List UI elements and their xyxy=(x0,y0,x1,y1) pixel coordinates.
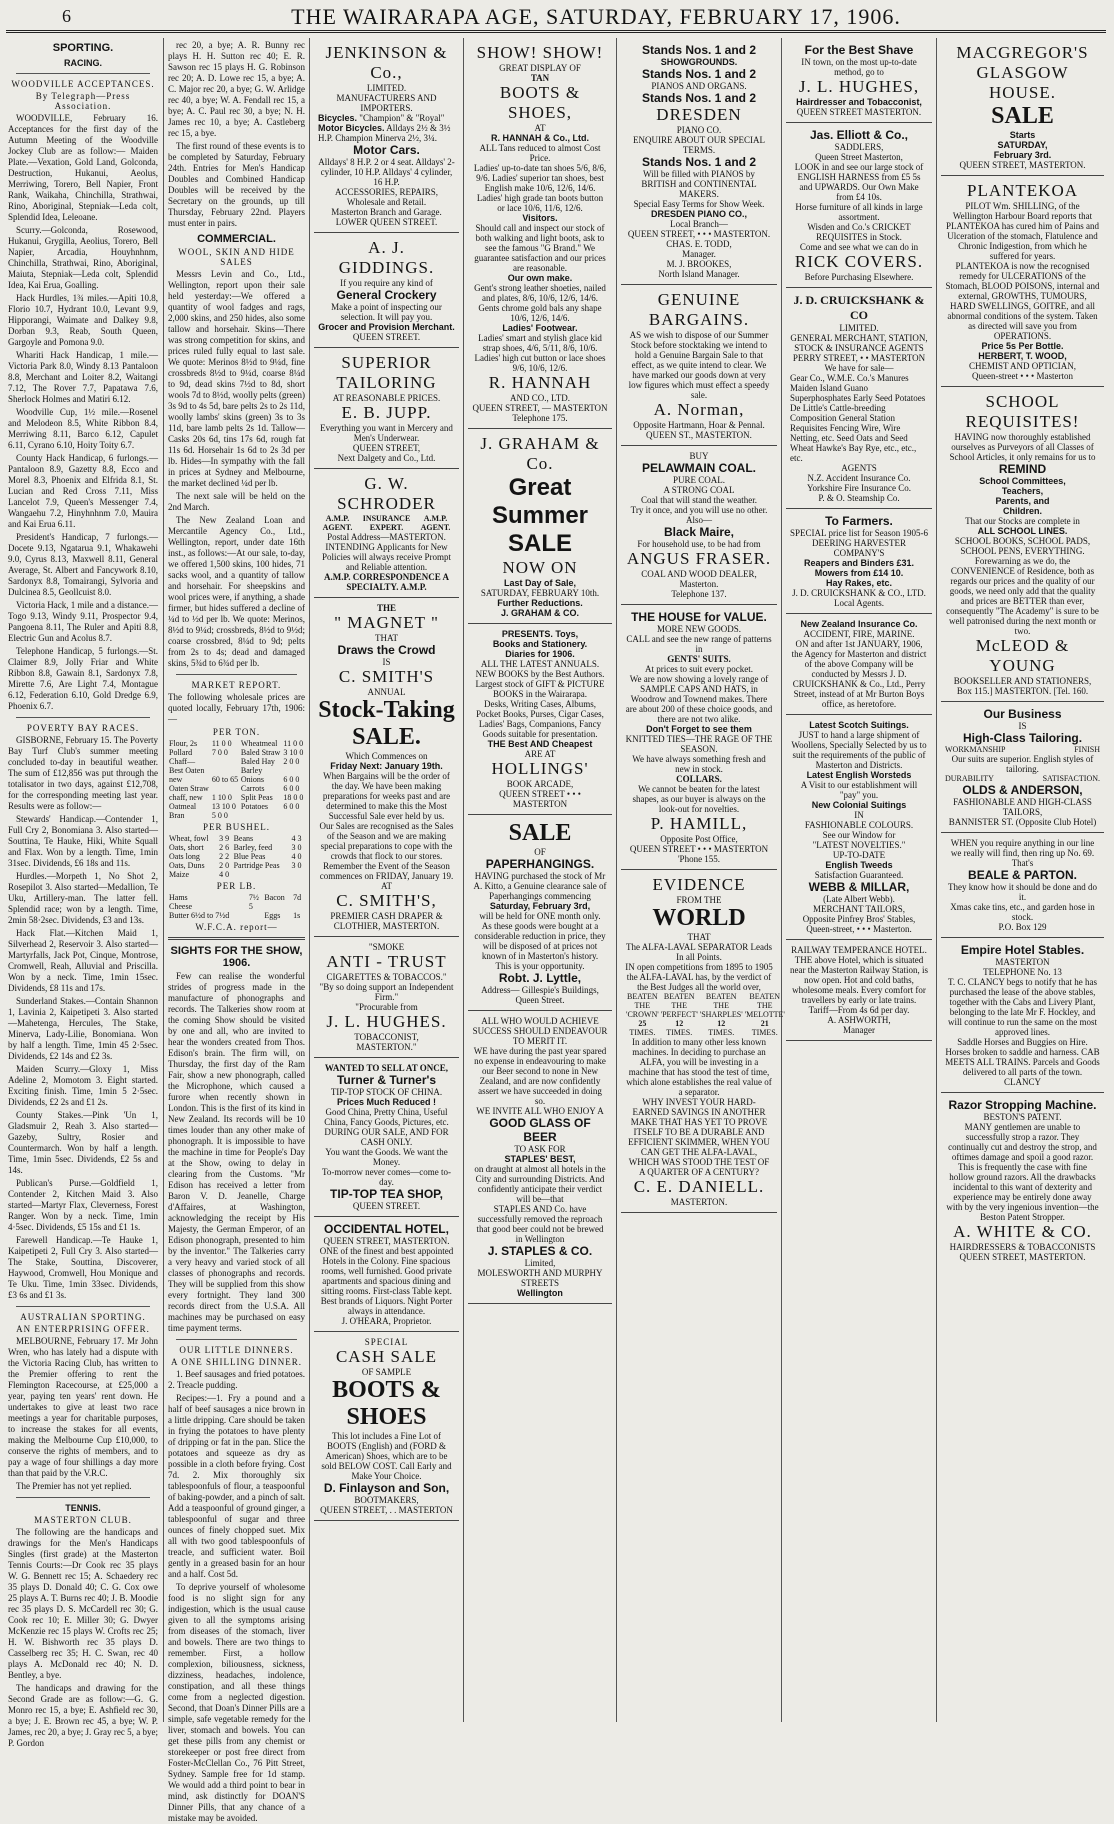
hannah-name: R. HANNAH & Co., Ltd. xyxy=(491,133,589,143)
smith-name: C. SMITH'S xyxy=(338,667,435,686)
ad-hughes-shave: For the Best Shave IN town, on the most up-to-date method, go to J. L. HUGHES, Hairdresser and Tobacconist, QUEEN STREET MASTERTON. xyxy=(786,38,932,123)
hollings-name: HOLLINGS' xyxy=(491,759,589,778)
giddings-name: A. J. GIDDINGS. xyxy=(338,238,435,277)
ad-alfa-laval: EVIDENCE FROM THE WORLD THAT The ALFA-LAVAL SEPARATOR Leads In all Points. IN open competitions from 1895 to 1905 the ALFA-LAVAL has, by the verdict of the Best Judges all the world over, BEATEN THE 'CROWN' BEATEN THE 'PERFECT' BEATEN THE 'SHARPLES' BEATEN THE 'MELOTTE' 25 12 12 21 TIMES. TIMES. TIMES. TIMES. In addition to many other less known machines. In deciding to purchase an ALFA, you will be investing in a machine that has stood the test of time, which alone establishes the real value of a separator. WHY INVEST YOUR HARD-EARNED SAVINGS IN ANOTHER MAKE THAT HAS YET TO PROVE ITSELF TO BE A DURABLE AND EFFICIENT SKIMMER, WHEN YOU CAN GET THE ALFA-LAVAL, WHICH WAS STOOD THE TEST OF A QUARTER OF A CENTURY? C. E. DANIELL. MASTERTON. xyxy=(621,870,777,1213)
column-ads-6 xyxy=(786,38,932,1722)
ad-dresden: Stands Nos. 1 and 2 SHOWGROUNDS. Stands Nos. 1 and 2 PIANOS AND ORGANS. Stands Nos. 1 and 2 DRESDEN PIANO CO. ENQUIRE ABOUT OUR SPECIAL TERMS. Stands Nos. 1 and 2 Will be filled with PIANOS by BRITISH and CONTINENTAL MAKERS. Special Easy Terms for Show Week. DRESDEN PIANO CO., Local Branch— QUEEN STREET, • • • MASTERTON. CHAS. E. TODD, Manager. M. J. BROOKES, North Island Manager. xyxy=(621,38,777,285)
ad-staples: ALL WHO WOULD ACHIEVE SUCCESS SHOULD ENDEAVOUR TO MERIT IT. WE have during the past year spared no expense in endeavouring to make our Beer second to none in New Zealand, and are now confidently assert we have succeeded in doing so. WE INVITE ALL WHO ENJOY A GOOD GLASS OF BEER TO ASK FOR STAPLES' BEST, on draught at almost all hotels in the City and surrounding Districts. And confidently anticipate their verdict will be—that STAPLES AND Co. have successfully removed the reproach that good beer could not be brewed in Wellington J. STAPLES & CO. Limited, MOLESWORTH AND MURPHY STREETS Wellington xyxy=(468,1011,612,1304)
column-rule xyxy=(781,38,782,1722)
column-commercial xyxy=(168,38,305,1823)
newspaper-title: THE WAIRARAPA AGE, SATURDAY, FEBRUARY 17, 1906. xyxy=(291,4,901,29)
olds-anderson-name: OLDS & ANDERSON, xyxy=(962,783,1083,797)
ad-antitrust: "SMOKE ANTI - TRUST CIGARETTES & TOBACCOS." "By so doing support an Independent Firm." "Procurable from J. L. HUGHES. TOBACCONIST, MASTERTON." xyxy=(314,937,459,1058)
hughes-name: J. L. HUGHES, xyxy=(798,77,920,96)
column-ads-7 xyxy=(941,38,1104,1722)
ad-plantekoa: PLANTEKOA PILOT Wm. SHILLING, of the Wellington Harbour Board reports that PLANTEKOA has cured him of Pains and Ulceration of the stomach, Flatulence and Chronic Indigestion, from which he suffered for years. PLANTEKOA is now the recognised remedy for ULCERATIONS of the Stomach, BLOOD POISONS, internal and external, GROWTHS, TUMOURS, HARD SWELLINGS, GOITRE, and all abnormal conditions of the system. Taken as directed will save you from OPERATIONS. Price 5s Per Bottle. HERBERT, T. WOOD, CHEMIST AND OPTICIAN, Queen-street • • • Masterton xyxy=(941,176,1104,387)
subheading-dinners: OUR LITTLE DINNERS. xyxy=(179,1345,294,1355)
ad-fraser: BUY PELAWMAIN COAL. PURE COAL. A STRONG COAL Coal that will stand the weather. Try it once, and you will use no other. Also— Black Maire, For household use, to be had from ANGUS FRASER. COAL AND WOOD DEALER, Masterton. Telephone 137. xyxy=(621,446,777,605)
market-table-bushel: Wheat, fowl 3 9 Beans 4 3 Oats, short 2 6 Barley, feed 3 0 Oats long 2 2 Blue Peas 4 0 Oats, Duns 2 0 Partridge Peas 3 0 Maize 4 0 xyxy=(169,834,302,879)
article-wool: Messrs Levin and Co., Ltd., Wellington, report upon their sale held yesterday:—We offered a quantity of wool fadges and rags, 2,000 skins, and 250 hides, also some tallow and horsehair. Skins—There was strong competition for skins, and prices ruled fully equal to last sale. We quote: Merinos 8½d to 9¼d, fine crossbreds 8½d to 9¼d, coarse 8¼d to 9d, dead skins 7½d to 8d, short wools 7d to 8½d, woolly pelts (green) 3s 9d to 4s 5d, bare pelts 2s to 2s 11d, woolly lambs' skins (green) 3s to 3s 11d, bare lamb pelts 2s 1d. Tallow—Casks 20s 6d, tins 17s 6d, rough fat 11s 6d. Horsehair 1s 6d to 2s 3d per lb. Hides—In sympathy with the fall in prices at Sydney and Melbourne, the market declined ¼d per lb. The next sale will be held on the 2nd March. The New Zealand Loan and Mercantile Agency Co., Ltd., Wellington, report, under date 16th inst., as follows:—At our sale, to-day, we offered 1,500 skins, 100 hides, 71 sacks wool, and a quantity of tallow and horsehair. For sheepskins and wool prices were, if anything, a shade firmer, but hides suffered a decline of ¼d to ½d per lb. We quote: Merinos, 8½d to 9¼d; crossbreds, 8½d to 9½d; coarse crossbred, 8¼d to 9d; pelts from 2s to 4s; dead and damaged skins, 5¾d to 6¾d per lb. xyxy=(168,269,305,668)
per-lb-label: PER LB. xyxy=(216,881,257,891)
ad-elliott: Jas. Elliott & Co., SADDLERS, Queen Street Masterton, LOOK in and see our large stock of ENGLISH HARNESS from £5 5s and UPWARDS. Our Own Make from £4 10s. Horse furniture of all kinds in large assortment. Wisden and Co.'s CRICKET REQUISITES in Stock. Come and see what we can do in RICK COVERS. Before Purchasing Elsewhere. xyxy=(786,123,932,288)
ad-lyttle: SALE OF PAPERHANGINGS. HAVING purchased the stock of Mr A. Kitto, a Genuine clearance sale of Paperhangings commencing Saturday, February 3rd, will be held for ONE month only. As these goods were bought at a considerable reduction in price, they will be disposed of at prices not known of in Masterton's history. This is your opportunity. Robt. J. Lyttle, Address— Gillespie's Buildings, Queen Street. xyxy=(468,815,612,1011)
mcleod-young-name: McLEOD & YOUNG xyxy=(975,636,1070,675)
column-rule xyxy=(936,38,937,1722)
ad-turner: WANTED TO SELL AT ONCE, Turner & Turner's TIP-TOP STOCK OF CHINA. Prices Much Reduced ! Good China, Pretty China, Useful China, Fancy Goods, Pictures, etc. DURING OUR SALE, AND FOR CASH ONLY. You want the Goods. We want the Money. To-morrow never comes—come to-day. TIP-TOP TEA SHOP, QUEEN STREET. xyxy=(314,1058,459,1217)
subheading-enterprise: AN ENTERPRISING OFFER. xyxy=(16,1324,150,1334)
beaten-table: BEATEN THE 'CROWN' BEATEN THE 'PERFECT' BEATEN THE 'SHARPLES' BEATEN THE 'MELOTTE' 25 12 12 21 TIMES. TIMES. TIMES. TIMES. xyxy=(626,992,785,1037)
market-table-lb: Hams 7½ Bacon 7d Cheese 5 Butter 6½d to 7½d Eggs 1s xyxy=(169,893,302,920)
article-tennis-cont: rec 20, a bye; A. R. Bunny rec plays H. H. Sutton rec 40; E. R. Sawson rec 15 plays H. G. Robinson rec 20; A. D. Lowe rec 15, a bye; A. C. Major rec 20, a bye; G. W. Arlidge rec 40, a bye; W. A. Fendall rec 15, a bye; A. C. Paul rec 30, a bye; N. H. James rec 10, a bye; A. Castleberg rec 15, a bye. The first round of these events is to be completed by Saturday, February 24th. Entries for Men's Handicap Doubles and Combined Handicap Doubles will be received by the Secretary on the grounds, up till Thursday, February 22nd. Players must enter in pairs. xyxy=(168,40,305,228)
subheading-poverty-bay: POVERTY BAY RACES. xyxy=(26,723,140,733)
dresden-name: DRESDEN xyxy=(656,105,742,124)
column-ads-4 xyxy=(468,38,612,1722)
ad-jupp: SUPERIOR TAILORING AT REASONABLE PRICES. E. B. JUPP. Everything you want in Mercery and Men's Underwear. QUEEN STREET, Next Dalgety and Co., Ltd. xyxy=(314,348,459,469)
subheading-masterton-club: MASTERTON CLUB. xyxy=(34,1515,132,1525)
ad-webb-millar: Latest Scotch Suitings. JUST to hand a large shipment of Woollens, Specially Selected by us to suit the requirements of the public of Masterton and Districts. Latest English Worsteds A Visit to our establishment will "pay" you. New Colonial Suitings IN FASHIONABLE COLOURS. See our Window for "LATEST NOVELTIES." UP-TO-DATE English Tweeds Satisfaction Guaranteed. WEBB & MILLAR, (Late Albert Webb). MERCHANT TAILORS, Opposite Pinfrey Bros' Stables, Queen-street, • • • Masterton. xyxy=(786,715,932,940)
telegraph-line: By Telegraph—Press Association. xyxy=(35,91,131,111)
ad-occidental: OCCIDENTAL HOTEL, QUEEN STREET, MASTERTON. ONE of the finest and best appointed Hotels in the Colony. Fine spacious rooms, well furnished. Good private apartments and spacious dining and sitting rooms. First-class Table kept. Best brands of Liquors. Night Porter always in attendance. J. O'HEARA, Proprietor. xyxy=(314,1217,459,1332)
per-ton-label: PER TON. xyxy=(212,727,261,737)
ad-farmers: To Farmers. SPECIAL price list for Season 1905-6 DEERING HARVESTER COMPANY'S Reapers and Binders £31. Mowers from £14 10. Hay Rakes, etc. J. D. CRUICKSHANK & CO., LTD. Local Agents. xyxy=(786,509,932,614)
article-dinners: 1. Beef sausages and fried potatoes. 2. Treacle pudding. Recipes:—1. Fry a pound and a half of beef sausages a nice brown in a little dripping. Care should be taken in frying the potatoes to have plenty of dripping or fat in the pan. Slice the potatoes and squeeze as dry as possible in a cloth before frying. Cost 7d. 2. Mix thoroughly six tablespoonfuls of flour, a teaspoonful of baking-powder, and a pinch of salt. Add a teaspoonful of ground ginger, a tablespoonful of sugar and three ounces of finely chopped suet. Mix all with two good tablespoonfuls of treacle, and sufficient water. Boil gently in a greased basin for an hour and a half. Cost 5d. To deprive yourself of wholesome food is no slight sign for any indigestion, which is the usual cause given to all the symptoms arising from diseases of the stomach, liver and bowels. There are two things to remember. First, a hollow complexion, biliousness, sickness, dizziness, headaches, indolence, constipation, and all these things come from a neglected digestion. Second, that Doan's Dinner Pills are a simple, safe vegetable remedy for the liver, stomach and bowels. You can get these pills from any chemist or storekeeper or post free direct from Foster-McClellan Co., 76 Pitt Street, Sydney. Sample free for 1d stamp. We would add a third point to bear in mind, ask distinctly for DOAN'S Dinner Pills, that any chance of a mistake may be avoided. xyxy=(168,1369,305,1823)
subheading-australian: AUSTRALIAN SPORTING. xyxy=(20,1312,146,1322)
section-heading-commercial: COMMERCIAL. xyxy=(197,233,276,245)
section-heading-sights: SIGHTS FOR THE SHOW, 1906. xyxy=(170,945,303,969)
subheading-racing: RACING. xyxy=(64,58,102,68)
subheading-woodville: WOODVILLE ACCEPTANCES. xyxy=(11,79,155,89)
ad-jenkinson: JENKINSON & Co., LIMITED. MANUFACTURERS AND IMPORTERS. Bicycles. "Champion" & "Royal" Motor Bicycles. Alldays 2½ & 3½ H.P. Champion Minerva 2½, 3¼. Motor Cars. Alldays' 8 H.P. 2 or 4 seat. Alldays' 2-cylinder, 10 H.P. Alldays' 4 cylinder, 16 H.P. ACCESSORIES, REPAIRS, Wholesale and Retail. Masterton Branch and Garage. LOWER QUEEN STREET. xyxy=(314,38,459,233)
fraser-name: ANGUS FRASER. xyxy=(626,549,772,568)
wfca-line: W.F.C.A. report— xyxy=(195,922,278,932)
column-ads-5 xyxy=(621,38,785,1722)
ad-hollings: PRESENTS. Toys, Books and Stationery. Diaries for 1906. ALL THE LATEST ANNUALS. NEW BOOKS by the Best Authors. Largest stock of GIFT & PICTURE BOOKS in the Wairarapa. Desks, Writing Cases, Albums, Pocket Books, Purses, Cigar Cases, Ladies' Bags, Companions, Fancy Goods suitable for presentation. THE Best AND Cheapest ARE AT HOLLINGS' BOOK ARCADE, QUEEN STREET • • • MASTERTON xyxy=(468,624,612,815)
page-number: 6 xyxy=(62,6,71,26)
jupp-name: E. B. JUPP. xyxy=(341,403,432,422)
subheading-wool: WOOL, SKIN AND HIDE SALES xyxy=(178,247,295,267)
ad-macgregor: MACGREGOR'S GLASGOW HOUSE. SALE Starts SATURDAY, February 3rd. QUEEN STREET, MASTERTON. xyxy=(941,38,1104,176)
ad-cruickshank: J. D. CRUICKSHANK & CO LIMITED. GENERAL MERCHANT, STATION, STOCK & INSURANCE AGENTS PERRY STREET, • • MASTERTON We have for sale— Gear Co., W.M.E. Co.'s Manures Maiden Island Guano Superphosphates Early Seed Potatoes De Little's Cattle-breeding Composition General Station Requisites Fencing Wire, Wire Netting, etc. Seed Oats and Seed Wheat Hawke's Bay Rye, etc., etc., etc. AGENTS N.Z. Accident Insurance Co. Yorkshire Fire Insurance Co. P. & O. Steamship Co. xyxy=(786,288,932,509)
ad-giddings: A. J. GIDDINGS. If you require any kind of General Crockery Make a point of inspecting our selection. It will pay you. Grocer and Provision Merchant. QUEEN STREET. xyxy=(314,233,459,348)
hamill-name: P. HAMILL, xyxy=(650,814,748,833)
daniell-name: C. E. DANIELL. xyxy=(633,1177,765,1196)
ad-nz-insurance: New Zealand Insurance Co. ACCIDENT, FIRE, MARINE. ON and after 1st JANUARY, 1906, the Agency for Masterton and district of the above Company will be conducted by Messrs J. D. CRUICKSHANK & Co., Ltd., Perry Street, instead of at Mr Burton Boys office, as heretofore. xyxy=(786,614,932,715)
ad-empire-stables: Empire Hotel Stables. MASTERTON TELEPHONE No. 13 T. C. CLANCY begs to notify that he has purchased the lease of the above stables, together with the Cabs and Livery Plant, belonging to the late Mr F. Hockley, and will continue to run the same on the most approved lines. Saddle Horses and Buggies on Hire. Horses broken to saddle and harness. CAB MEETS ALL TRAINS. Parcels and Goods delivered to all parts of the town. CLANCY xyxy=(941,938,1104,1093)
article-poverty-bay: GISBORNE, February 15. The Poverty Bay Turf Club's summer meeting concluded to-day in beautiful weather. The sum of £12,856 was put through the totalisator in two days, against £12,708, for the corresponding meeting last year. Results were as follow:— Stewards' Handicap.—Contender 1, Full Cry 2, Bonomiana 3. Also started—Souttina, Te Hauke, Hiki, White Squall and Flax. Won by a length. Time, 1min 31sec. Dividends, £6 18s and 11s. Hurdles.—Morpeth 1, No Shot 2, Rosepilot 3. Also started—Medallion, Te Uku, Artillery-man. The latter fell. Splendid race; won by a length. Time, 2min 58·2sec. Dividends, £3 and 13s. Hack Flat.—Kitchen Maid 1, Silverhead 2, Reservoir 3. Also started—Martyrfalls, Jack Pot, Cinque, Montrose, Cromwell, Reah, Alluvial and Priscilla. Won by a neck. Time, 1min 15sec. Dividends, £8 11s and 17s. Sunderland Stakes.—Contain Shannon 1, Lavinia 2, Kaipetipeti 3. Also started—Mahetenga, Hercules, The Stake, Minerva, Lady-Lilie, Bonomiana. Won by half a length. Time, 1min 45 2·5sec. Dividends, £2 14s and £2 3s. Maiden Scurry.—Gloxy 1, Miss Adeline 2, Momotom 3. Eight started. Exciting finish. Time, 1min 5 2·5sec. Dividends, £2 2s and £1 2s. County Stakes.—Pink 'Un 1, Gladsmuir 2, Reah 3. Also started—Gazeby, Sultry, Rosier and Countermarch. Won by half a length. Time, 1min 5sec. Dividends, £2 5s and 14s. Publican's Purse.—Goldfield 1, Contender 2, Kitchen Maid 3. Also started—Martyr Flax, Cleverness, Forest Ranger. Won by a neck. Time, 1min 4·5sec. Dividends, £5 15s and £1 1s. Farewell Handicap.—Te Hauke 1, Kaipetipeti 2, Full Cry 3. Also started—The Stake, Souttina, Discoverer, Haywood, Cromwell, Hou Monique and Te Uku. Time, 1min 33sec. Dividends, £3 6s and £1 3s. xyxy=(8,735,158,1300)
newspaper-page xyxy=(6,4,1106,1823)
ad-smith-stocktaking: THE " MAGNET " THAT Draws the Crowd IS C. SMITH'S ANNUAL Stock-Taking SALE. Which Commences on Friday Next: January 19th. When Bargains will be the order of the day. We have been making preparations for weeks past and are determined to make this the Most Successful Sale ever held by us. Our Sales are recognised as the Sales of the Season and we are making special preparations to cope with the crowds that flock to our stores. Remember the Event of the Season commences on FRIDAY, January 19. AT C. SMITH'S, PREMIER CASH DRAPER & CLOTHIER, MASTERTON. xyxy=(314,598,459,937)
article-melbourne: MELBOURNE, February 17. Mr John Wren, who has lately had a dispute with the Victoria Racing Club, has written to the Premier offering to rent the Flemington Racecourse, at £25,000 a year, paying ten years' rent down. He undertakes to give at least two race meetings a year for charitable purposes, to increase the stakes for all events, making the Melbourne Cup £10,000, to conserve the rights of members, and to pay a wage of four shillings a day more than that paid by the V.R.C. The Premier has not yet replied. xyxy=(8,1336,158,1491)
market-intro: The following wholesale prices are quoted locally, February 17th, 1906:— xyxy=(168,692,305,724)
schroder-name: G. W. SCHRODER xyxy=(337,474,436,513)
ad-finlayson: SPECIAL CASH SALE OF SAMPLE BOOTS & SHOES This lot includes a Fine Lot of BOOTS (English) and (FORD & American) Shoes, which are to be sold BELOW COST. Call Early and Make Your Choice. D. Finlayson and Son, BOOTMAKERS, QUEEN STREET, . . MASTERTON xyxy=(314,1332,459,1521)
column-rule xyxy=(616,38,617,1722)
per-bushel-label: PER BUSHEL. xyxy=(202,822,270,832)
column-rule xyxy=(463,38,464,1722)
ad-norman: GENUINE BARGAINS. AS we wish to dispose of our Summer Stock before stocktaking we intend to hold a Genuine Bargain Sale to that effect, as we quite intend to clear. We have marked our goods down at very low figures which must effect a speedy sale. A. Norman, Opposite Hartmann, Hoar & Pennal. QUEEN ST., MASTERTON. xyxy=(621,285,777,446)
ad-schroder: G. W. SCHRODER A.M.P. AGENT. INSURANCE EXPERT. A.M.P. AGENT. Postal Address—MASTERTON. INTENDING Applicants for New Policies will always receive Prompt and Reliable attention. A.M.P. CORRESPONDENCE A SPECIALTY. A.M.P. xyxy=(314,469,459,598)
subheading-tennis: TENNIS. xyxy=(65,1503,101,1513)
masthead xyxy=(6,4,1106,33)
subheading-one-shilling: A ONE SHILLING DINNER. xyxy=(171,1357,302,1367)
section-heading-sporting: SPORTING. xyxy=(52,42,114,54)
ad-graham-sale: J. GRAHAM & Co. Great Summer SALE NOW ON Last Day of Sale, SATURDAY, FEBRUARY 10th. Further Reductions. J. GRAHAM & CO. xyxy=(468,429,612,624)
column-ads-3 xyxy=(314,38,459,1722)
ad-beale-parton: WHEN you require anything in our line we really will find, then ring up No. 69. That's BEALE & PARTON. They know how it should be done and do it. Xmas cake tins, etc., and garden hose in stock. P.O. Box 129 xyxy=(941,833,1104,938)
article-tennis: The following are the handicaps and drawings for the Men's Handicaps Singles (first grade) at the Masterton Tennis Courts:—Dr Cook rec 35 plays W. G. Bennett rec 15; A. Schaedery rec 35 plays D. Donald 40; C. G. Cox owe 25 plays A. T. Burns rec 40; J. B. Moodie rec 35 plays D. S. McCardell rec 30; G. Cook rec 10; E. Miller 30; G. Dwyer McKenzie rec 15 plays W. Crofts rec 25; H. W. Bishworth rec 35 plays D. Casselberg rec 35; H. C. Swan, rec 40 plays A. McDonald rec 40; N. D. Bentley, a bye. The handicaps and drawing for the Second Grade are as follow:—G. G. Monro rec 15, a bye; E. Ashfield rec 30, a bye; J. E. Brown rec 45, a bye; W. P. James, rec 20, a bye; J. Gray rec 5, a bye; P. Gordon xyxy=(8,1527,158,1748)
ad-hamill: THE HOUSE for VALUE. MORE NEW GOODS. CALL and see the new range of patterns in GENTS' SUITS. At prices to suit every pocket. We are now showing a lovely range of SAMPLE CAPS AND HATS, in Woodrow and Townend makes. There are about 200 of these choice goods, and there are not two alike. Don't Forget to see them KNITTED TIES—THE RAGE OF THE SEASON. We have always something fresh and new in stock. COLLARS. We cannot be beaten for the latest shapes, as our buyer is always on the look-out for novelties. P. HAMILL, Opposite Post Office, QUEEN STREET • • • MASTERTON 'Phone 155. xyxy=(621,605,777,870)
article-woodville: WOODVILLE, February 16. Acceptances for the first day of the Autumn Meeting of the Woodville Jockey Club are as follow:— Maiden Plate.—Vexation, Gold Land, Golconda, Destruction, Hukanui, Aeolus, Merriwing, Torero, Bell Napier, Front Rank, Waikaha, Chinchilla, Strathwai, Rino, Aboriginal, Stepniak—Leda colt, Splendid Idea, Leleoane. Scurry.—Golconda, Rosewood, Hukanui, Grygilla, Aeolius, Torero, Bell Napier, Arcadia, Houyhnhnm, Chinchilla, Strathwai, Rino, Aboriginal, Maiuta, Stepniak—Leda colt, Splendid Idea, Kai Erua, Goalling. Hack Hurdles, 1¾ miles.—Apiti 10.8, Florio 10.7, Hydrant 10.0, Levant 9.9, Hipporangi, Waimate and Dalkey 9.8, Dorban 9.3, Reab, South Queen, Gargoyle and Pomona 9.0. Whariti Hack Handicap, 1 mile.—Victoria Park 8.0, Windy 8.13 Pantaloon 8.8, Merchant and Loiter 8.2, Waitangi 7.12, The Rover 7.7, Papatawa 7.6, Sherlock Holmes and Matiri 6.12. Woodville Cup, 1½ mile.—Rosenel and Melodeon 8.5, White Ribbon 8.4, Merriwing 8.11, Barco 6.12, Capulet 6.11, Cyrano 6.10, Hoity Toity 6.7. County Hack Handicap, 6 furlongs.—Pantaloon 8.9, Gazetty 8.8, Ecco and Morel 8.3, Phoenix and Elfrida 8.1, St. Lucian and Red Cross 7.11, Miss Lancelot 7.9, Queen's Messenger 7.4, Wangaehu 7.2, Hinyhnhnm 7.0, Mauira and Kai Erua 6.11. President's Handicap, 7 furlongs.—Docete 9.13, Ngatarua 9.1, Whakawehi 9.0, Cyrus 8.13, Maxwell 8.11, General Average, St. Albert and Fancywork 8.10, Sardonyx 8.8, Tomairangi, Sylvoria and Dulcinea 8.5, Geollcuist 8.0. Victoria Hack, 1 mile and a distance.—Togo 9.13, Windy 9.11, Prospector 9.4, Pangoena 8.11, The Ruler and Apiti 8.8, Electric Gun and Acolus 8.7. Telephone Handicap, 5 furlongs.—St. Claimer 8.9, Jolly Friar and White Ribbon 8.8, Gawain 8.1, Sardonyx 7.8, Mirette 7.6, Are Light 7.4, Montague 6.12, Federation 6.10, Gold Dredge 6.9, Phoenix 6.7. xyxy=(8,113,158,711)
ad-railway-hotel: RAILWAY TEMPERANCE HOTEL. THE above Hotel, which is situated near the Masterton Railway Station, is now open. Hot and cold baths, wholesome meals. Every comfort for travellers by early or late trains. Tariff—From 4s 6d per day. A. ASHWORTH, Manager xyxy=(786,940,932,1041)
market-table-ton: Flour, 2s 11 0 0 Wheatmeal 11 0 0 Pollard 7 0 0 Baled Straw 3 10 0 Chaff— Baled Hay 2 0 0 Best Oaten Barley new 60 to 65 Onions 6 0 0 Oaten Straw Carrots 6 0 0 chaff, new 1 10 0 Split Peas 18 0 0 Oatmeal 13 10 0 Potatoes 6 0 0 Bran 5 0 0 xyxy=(169,739,304,820)
column-sporting xyxy=(8,38,158,1748)
column-rule xyxy=(309,38,310,1722)
ad-mcleod-young: SCHOOL REQUISITES! HAVING now thoroughly established ourselves as Purveyors of all Classes of School Articles, it only remains for us to REMIND School Committees, Teachers, Parents, and Children. That our Stocks are complete in ALL SCHOOL LINES. SCHOOL BOOKS, SCHOOL PADS, SCHOOL PENS, EVERYTHING. Forewarning as we do, the CONVENIENCE of Residence, both as regards our prices and the quality of our goods, we need only add that the quality and prices are BETTER than ever, consequently "The Academy" is sure to be well patronised during the next month or two. McLEOD & YOUNG BOOKSELLER AND STATIONERS, Box 115.] MASTERTON. [Tel. 160. xyxy=(941,387,1104,702)
norman-name: A. Norman, xyxy=(653,400,745,419)
ad-white-razor: Razor Stropping Machine. BESTON'S PATENT. MANY gentlemen are unable to successfully strop a razor. They continually cut and destroy the strop, and oftimes damage and spoil a good razor. This is frequently the case with fine hollow ground razors. All the drawbacks incidental to this want of dexterity and experience may be entirely done away with by the very ingenious invention—the Beston Patent Stropper. A. WHITE & CO. HAIRDRESSERS & TOBACCONISTS QUEEN STREET, MASTERTON. xyxy=(946,1098,1099,1262)
column-rule xyxy=(163,38,164,1722)
ad-olds-anderson: Our Business IS High-Class Tailoring. WORKMANSHIP FINISH Our suits are superior. English styles of tailoring. DURABILITY SATISFACTION. OLDS & ANDERSON, FASHIONABLE AND HIGH-CLASS TAILORS, BANNISTER ST. (Opposite Club Hotel) xyxy=(941,702,1104,833)
webb-millar-name: WEBB & MILLAR, xyxy=(808,880,910,894)
white-co-name: A. WHITE & CO. xyxy=(953,1222,1092,1241)
subheading-market: MARKET REPORT. xyxy=(191,680,282,690)
article-sights: Few can realise the wonderful strides of progress made in the manufacture of phonographs and records. The Talkeries show room at the coming Show should be visited by one and all, who are invited to hear the wonders created from Thos. Edison's brain. The firm will, on Thursday, the first day of the Ram Fair, show a new phonograph, called the Microphone, which caused a furore when recently shown in London. This is the first of its kind in New Zealand. Its records will be 10 times louder than any other make of phonograph. It is impossible to have the machine in time for People's Day at the Show, owing to delay in clearing from the Customs. "Mr Edison has received a letter from Baron V. D. Jeanelle, Charge d'Affaires, at Washington, acknowledging the receipt by His Majesty, the German Emperor, of an Edison phonograph, presented to him by the inventor." The Talkeries carry a very heavy and varied stock of all classes of phonographs and records. They will be supplied from this show every fortnight. They land 300 records direct from the U.S.A. All machines may be purchased on easy time payment terms. xyxy=(168,971,305,1333)
ad-hannah-show: SHOW! SHOW! GREAT DISPLAY OF TAN BOOTS & SHOES, AT R. HANNAH & Co., Ltd. ALL Tans reduced to almost Cost Price. Ladies' up-to-date tan shoes 5/6, 8/6, 9/6. Ladies' superior tan shoes, best English make 10/6, 12/6, 14/6. Ladies' high grade tan boots button or lace 10/6, 11/6, 12/6. Visitors. Should call and inspect our stock of both walking and light boots, ask to see the famous "G Brand." We guarantee satisfaction and our prices are reasonable. Our own make. Gent's strong leather shoeties, nailed and plates, 8/6, 10/6, 12/6, 14/6. Gents chrome gold bals any shape 10/6, 12/6, 14/6. Ladies' Footwear. Ladies' smart and stylish glace kid strap shoes, 4/6, 5/11, 8/6, 10/6. Ladies' high cut button or lace shoes 9/6, 10/6, 12/6. R. HANNAH AND CO., LTD. QUEEN STREET, — MASTERTON Telephone 175. xyxy=(468,38,612,429)
jenkinson-name: JENKINSON & Co., xyxy=(325,43,448,82)
